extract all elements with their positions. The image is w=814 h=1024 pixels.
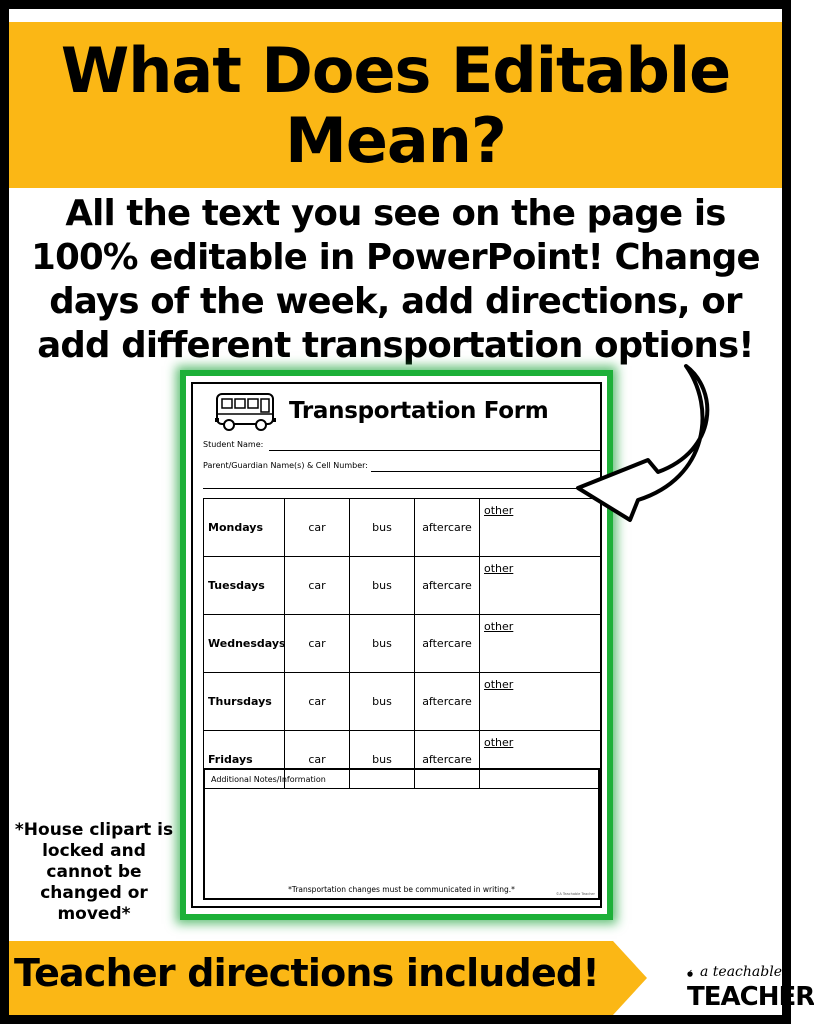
table-row [204,499,601,557]
option-other-cell [480,673,601,731]
option-aftercare-cell: aftercare [415,673,480,731]
option-car-cell: car [285,731,350,789]
option-bus-cell: bus [350,673,415,731]
option-other-cell [480,557,601,615]
notes-box [203,768,600,900]
parent-line [371,471,600,472]
other-label: other [484,504,514,517]
logo-text-small: a teachable [700,964,782,980]
option-aftercare-cell: aftercare [415,499,480,557]
option-aftercare-cell: aftercare [415,731,480,789]
title-banner [9,22,782,188]
option-car-cell: car [285,557,350,615]
student-name-label: Student Name: [203,440,264,449]
day-cell: Wednesdays [204,615,285,673]
table-row [204,557,601,615]
form-border [191,382,602,908]
copyright-text: ©A Teachable Teacher [555,892,595,896]
form-preview [180,370,613,920]
side-note: *House clipart is locked and cannot be changed or moved* [14,820,174,924]
other-label: other [484,736,514,749]
day-cell: Thursdays [204,673,285,731]
day-cell: Tuesdays [204,557,285,615]
form-sheet [186,376,607,914]
student-name-line [269,450,600,451]
other-label: other [484,678,514,691]
option-bus-cell: bus [350,499,415,557]
footer-text: Teacher directions included! [14,951,599,995]
option-other-cell [480,615,601,673]
other-label: other [484,620,514,633]
transportation-table [203,498,601,789]
day-cell: Mondays [204,499,285,557]
other-label: other [484,562,514,575]
parent-line-2 [203,488,600,489]
option-car-cell: car [285,673,350,731]
option-bus-cell: bus [350,731,415,789]
table-row [204,673,601,731]
parent-field [203,461,600,473]
logo-text-big: TEACHER [687,982,814,1012]
option-aftercare-cell: aftercare [415,557,480,615]
table-row [204,615,601,673]
option-car-cell: car [285,499,350,557]
option-aftercare-cell: aftercare [415,615,480,673]
option-bus-cell: bus [350,557,415,615]
parent-field-extra [203,478,600,490]
notes-footer: *Transportation changes must be communicated in writing.* [288,885,515,894]
option-bus-cell: bus [350,615,415,673]
curved-arrow-icon [568,360,718,520]
notes-label: Additional Notes/Information [211,775,326,784]
day-cell: Fridays [204,731,285,789]
option-car-cell: car [285,615,350,673]
school-bus-icon [215,390,277,434]
parent-label: Parent/Guardian Name(s) & Cell Number: [203,461,368,470]
student-name-field [203,440,600,452]
intro-text: All the text you see on the page is 100% editable in PowerPoint! Change days of the week, add directions, or add different transportation options! [31,193,760,366]
form-title: Transportation Form [289,398,549,424]
page-title: What Does Editable Mean? [60,34,731,177]
